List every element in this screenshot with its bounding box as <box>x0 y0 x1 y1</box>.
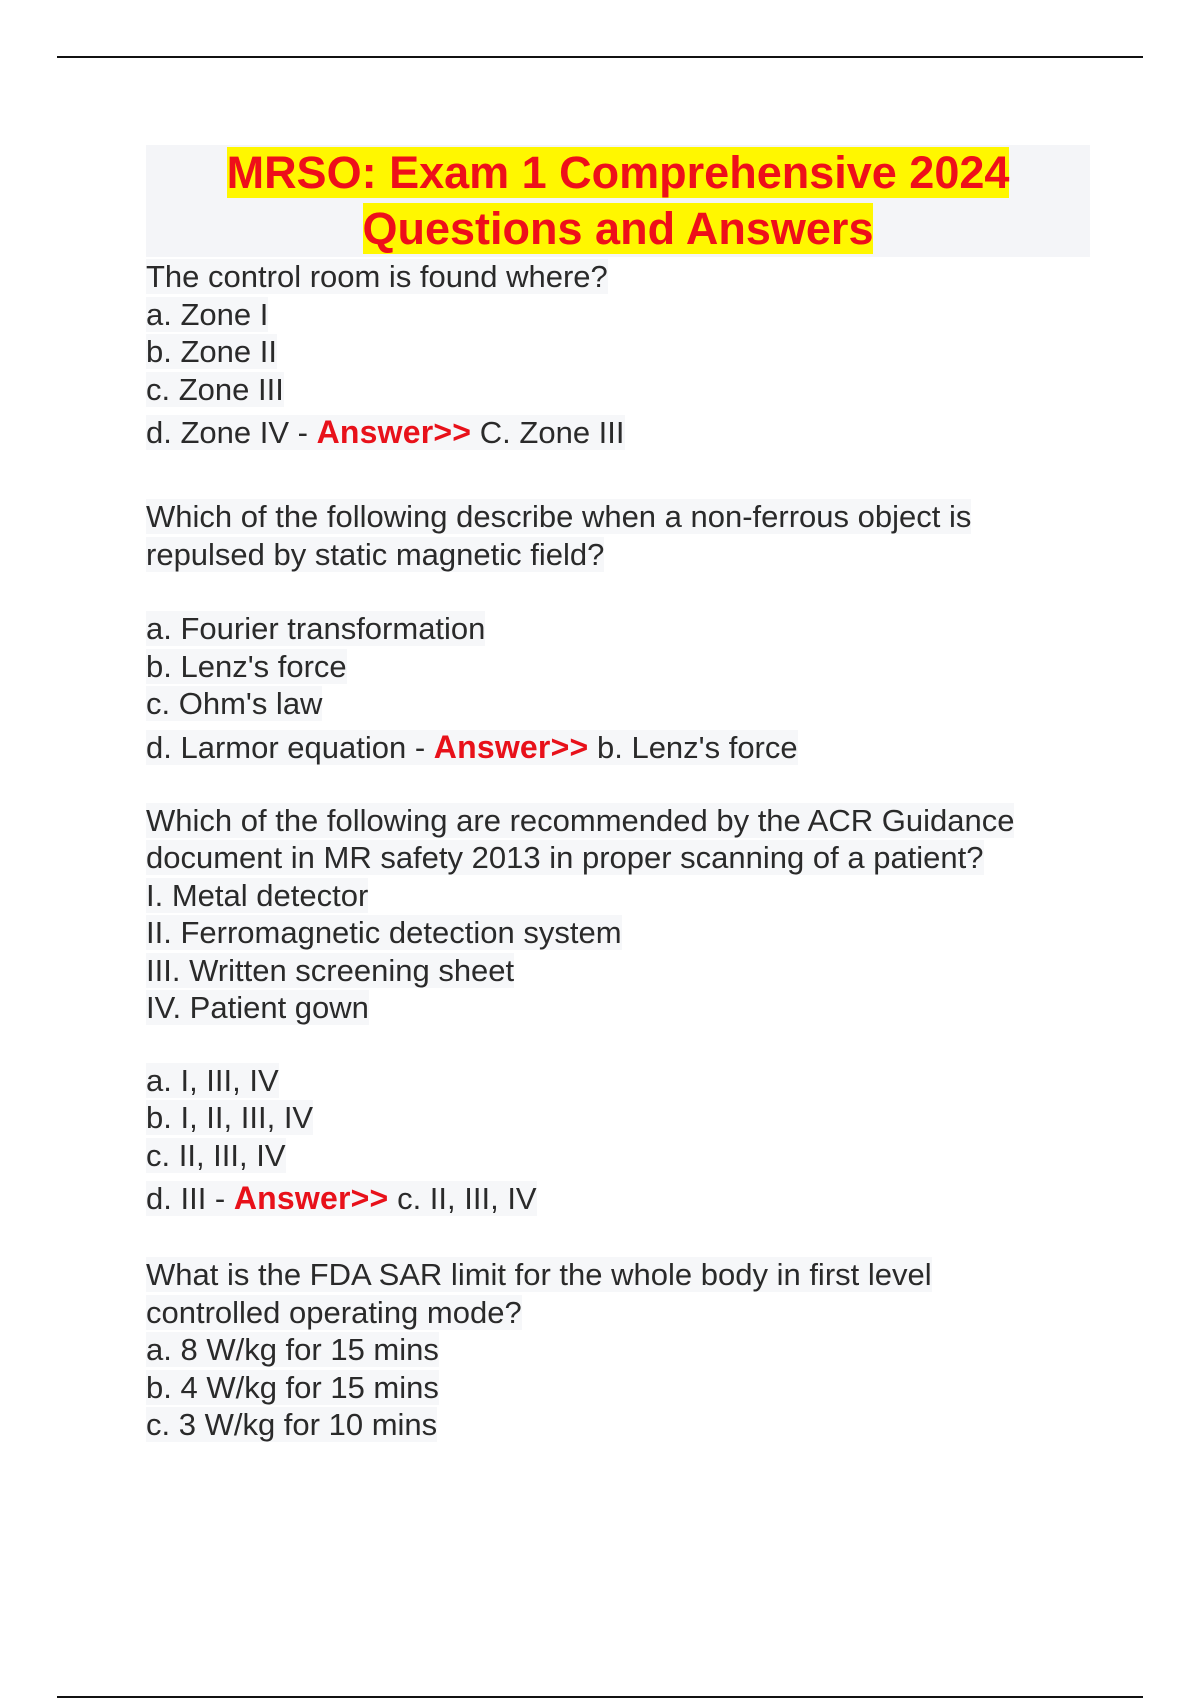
footer-rule <box>57 1696 1143 1698</box>
question-3 <box>146 802 1106 1224</box>
answer-text: C. Zone III <box>479 415 625 450</box>
option-a: a. I, III, IV <box>146 1062 279 1098</box>
question-text-line-1: Which of the following are recommended by the ACR Guidance <box>146 802 1015 838</box>
criteria-item-3: III. Written screening sheet <box>146 952 515 988</box>
question-4 <box>146 1256 1106 1444</box>
title-line-1: MRSO: Exam 1 Comprehensive 2024 <box>226 147 1010 198</box>
option-a: a. Zone I <box>146 296 269 332</box>
answer-tag: Answer>> <box>316 414 472 450</box>
option-d-with-answer: d. Zone IV - Answer>> C. Zone III <box>146 414 625 450</box>
criteria-item-1: I. Metal detector <box>146 877 369 913</box>
option-c: c. 3 W/kg for 10 mins <box>146 1407 438 1442</box>
option-c: c. II, III, IV <box>146 1137 286 1173</box>
question-text-line-2: repulsed by static magnetic field? <box>146 536 605 572</box>
document-body <box>146 258 1106 1444</box>
header-rule <box>57 56 1143 58</box>
option-b: b. Zone II <box>146 334 277 369</box>
option-b: b. I, II, III, IV <box>146 1100 314 1135</box>
option-a: a. Fourier transformation <box>146 611 486 646</box>
title-line-2: Questions and Answers <box>362 203 874 254</box>
question-2 <box>146 498 1106 772</box>
question-text-line-1: Which of the following describe when a non-ferrous object is <box>146 499 972 534</box>
answer-tag: Answer>> <box>433 728 589 765</box>
option-b: b. Lenz's force <box>146 648 347 684</box>
option-c: c. Zone III <box>146 371 284 407</box>
option-d-with-answer: d. Larmor equation - Answer>> b. Lenz's force <box>146 728 798 765</box>
question-text-line-2: document in MR safety 2013 in proper scanning of a patient? <box>146 840 984 875</box>
option-b: b. 4 W/kg for 15 mins <box>146 1369 439 1405</box>
question-text: The control room is found where? <box>146 259 608 294</box>
question-text-line-1: What is the FDA SAR limit for the whole body in first level <box>146 1257 932 1292</box>
criteria-item-4: IV. Patient gown <box>146 990 369 1025</box>
answer-tag: Answer>> <box>233 1180 389 1216</box>
criteria-item-2: II. Ferromagnetic detection system <box>146 915 622 950</box>
option-a: a. 8 W/kg for 15 mins <box>146 1332 439 1367</box>
question-text-line-2: controlled operating mode? <box>146 1294 522 1330</box>
answer-text: c. II, III, IV <box>397 1181 537 1216</box>
question-1 <box>146 258 1106 457</box>
answer-text: b. Lenz's force <box>596 729 798 765</box>
option-c: c. Ohm's law <box>146 686 323 721</box>
option-d-with-answer: d. III - Answer>> c. II, III, IV <box>146 1180 537 1216</box>
document-title <box>146 145 1090 257</box>
